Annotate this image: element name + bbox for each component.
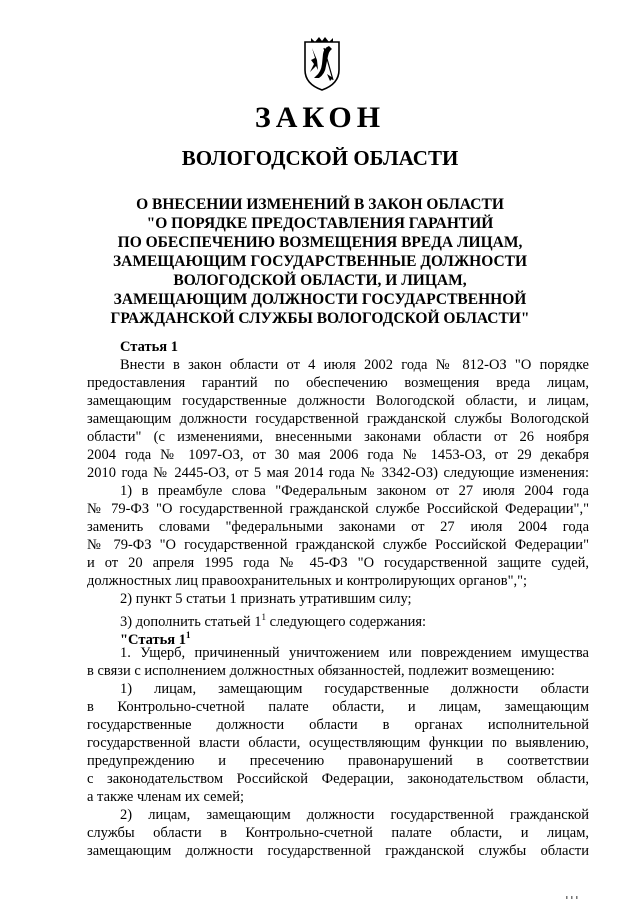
superscript: 1 [186, 630, 191, 640]
body-line: Внести в закон области от 4 июля 2002 года № 812-ОЗ "О порядке [120, 357, 589, 373]
law-title-line: ЗАМЕЩАЮЩИМ ГОСУДАРСТВЕННЫЕ ДОЛЖНОСТИ [112, 253, 528, 270]
new-article-heading-text: "Статья 1 [120, 631, 187, 648]
body-line: № 79-ФЗ "О государственной гражданской службе Российской Федерации"," [87, 501, 589, 517]
body-line: предоставления гарантий по обеспечению возмещения вреда лицам, [87, 375, 589, 391]
body-line: государственной власти области, осуществляющим функции по выявлению, [87, 735, 589, 751]
body-line [87, 608, 589, 630]
article-heading: Статья 1 [120, 339, 178, 355]
body-line: государственные должности области в органах исполнительной [87, 717, 589, 733]
superscript: 1 [261, 612, 267, 622]
law-title-line: ЗАМЕЩАЮЩИМ ДОЛЖНОСТИ ГОСУДАРСТВЕННОЙ [113, 291, 527, 308]
body-line: замещающим государственные должности Вологодской области, и лицам, [87, 393, 589, 409]
law-title-line: "О ПОРЯДКЕ ПРЕДОСТАВЛЕНИЯ ГАРАНТИЙ [146, 215, 494, 232]
body-line: предупреждению и пресечению правонарушений в соответствии [87, 753, 589, 769]
body-line: 1. Ущерб, причиненный уничтожением или повреждением имущества [120, 645, 589, 661]
body-line: замещающим должности государственной гражданской службы Вологодской [87, 411, 589, 427]
document-title: ЗАКОН [254, 101, 386, 134]
body-line: заменить словами "федеральными законами от 27 июля 2004 года [87, 519, 589, 535]
body-line: № 79-ФЗ "О государственной гражданской службе Российской Федерации" [87, 537, 589, 553]
body-line: в связи с исполнением должностных обязанностей, подлежит возмещению: [87, 663, 555, 679]
body-line: 2010 года № 2445-ОЗ, от 5 мая 2014 года № 3342-ОЗ) следующие изменения: [87, 465, 589, 481]
page-footer-mark [566, 894, 580, 900]
body-line: 2) пункт 5 статьи 1 признать утратившим силу; [120, 591, 412, 607]
law-title-line: ПО ОБЕСПЕЧЕНИЮ ВОЗМЕЩЕНИЯ ВРЕДА ЛИЦАМ, [117, 234, 523, 251]
body-line: и от 20 апреля 1995 года № 45-ФЗ "О государственной защите судей, [87, 555, 589, 571]
body-line: а также членам их семей; [87, 789, 244, 805]
body-line: службы области в Контрольно-счетной палате области, и лицам, [87, 825, 589, 841]
law-title-line: ГРАЖДАНСКОЙ СЛУЖБЫ ВОЛОГОДСКОЙ ОБЛАСТИ" [110, 310, 530, 327]
law-title [0, 195, 640, 328]
body-line: 1) лицам, замещающим государственные должности области [120, 681, 589, 697]
body-line: в Контрольно-счетной палате области, и лицам, замещающим [87, 699, 589, 715]
body-line: области" (с изменениями, внесенными законами области от 26 ноября [87, 429, 589, 445]
document-subtitle: ВОЛОГОДСКОЙ ОБЛАСТИ [181, 146, 459, 170]
item3-text: 3) дополнить статьей 1 [120, 613, 262, 630]
body-line: с законодательством Российской Федерации, законодательством области, [87, 771, 589, 787]
law-title-line: О ВНЕСЕНИИ ИЗМЕНЕНИЙ В ЗАКОН ОБЛАСТИ [136, 196, 504, 213]
item3-text: следующего содержания: [266, 613, 427, 630]
body-line: 2004 года № 1097-ОЗ, от 30 мая 2006 года № 1453-ОЗ, от 29 декабря [87, 447, 589, 463]
vologda-coat-of-arms-icon [302, 34, 342, 92]
body-line: 2) лицам, замещающим должности государственной гражданской [120, 807, 589, 823]
body-line: замещающим должности государственной гражданской службы области [87, 843, 589, 859]
document-body [87, 338, 589, 860]
body-line: должностных лиц правоохранительных и контролирующих органов","; [87, 573, 528, 589]
law-title-line: ВОЛОГОДСКОЙ ОБЛАСТИ, И ЛИЦАМ, [173, 272, 467, 289]
body-line: 1) в преамбуле слова "Федеральным законом от 27 июля 2004 года [120, 483, 589, 499]
